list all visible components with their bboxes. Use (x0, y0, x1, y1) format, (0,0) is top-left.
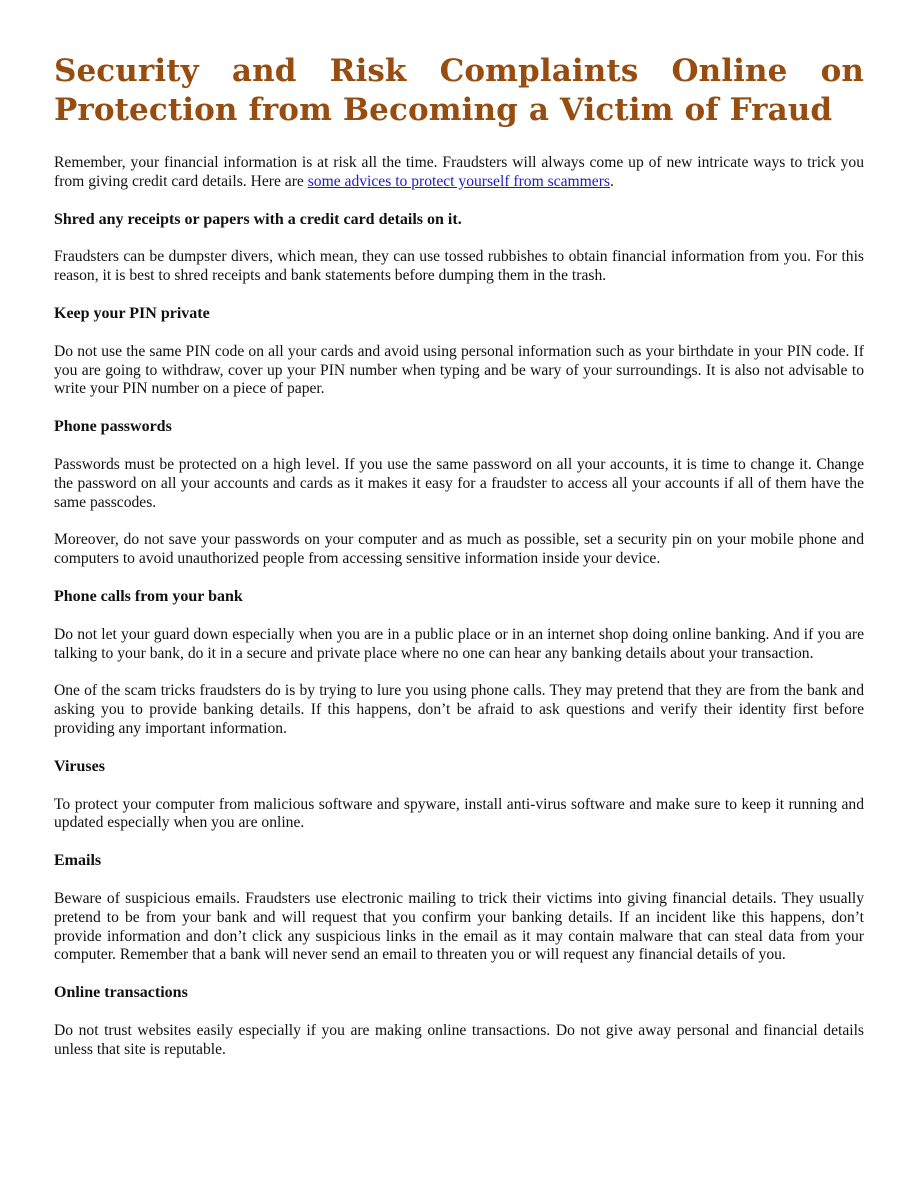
intro-text-end: . (609, 172, 614, 190)
section-shred-receipts (54, 211, 864, 286)
section-paragraph: Fraudsters can be dumpster divers, which mean, they can use tossed rubbishes to obtain financial information from you. For this reason, it is best to shred receipts and bank statements before dumping them in the trash. (54, 248, 864, 285)
section-paragraph: Do not use the same PIN code on all your cards and avoid using personal information such as your birthdate in your PIN code. If you are going to withdraw, cover up your PIN number when typing and be wary of your surroundings. It is also not advisable to write your PIN number on a piece of paper. (54, 342, 864, 398)
section-paragraph: Beware of suspicious emails. Fraudsters use electronic mailing to trick their victims into giving financial details. They usually pretend to be from your bank and will request that you confirm your banking details. If an incident like this happens, don’t provide information and don’t click any suspicious links in the email as it may contain malware that can steal data from your computer. Remember that a bank will never send an email to threaten you or will request any financial details of you. (54, 889, 864, 964)
title-line-2: Protection from Becoming a Victim of Fraud (54, 92, 833, 128)
section-heading: Keep your PIN private (54, 304, 210, 322)
section-phone-passwords (54, 418, 864, 569)
section-paragraph: Passwords must be protected on a high level. If you use the same password on all your accounts, it is time to change it. Change the password on all your accounts and cards as it makes it easy for a fraudster to access all your accounts if all of them have the same passcodes. (54, 455, 864, 511)
section-paragraph: To protect your computer from malicious software and spyware, install anti-virus software and make sure to keep it running and updated especially when you are online. (54, 795, 864, 832)
section-pin-private (54, 305, 864, 399)
section-online-transactions (54, 984, 864, 1059)
intro-text: Remember, your financial information is at risk all the time. Fraudsters will always come up of new intricate ways to trick you from giving credit card details. Here are (54, 154, 864, 190)
page-title (54, 52, 864, 130)
section-viruses (54, 758, 864, 833)
section-heading: Phone calls from your bank (54, 587, 243, 605)
intro-paragraph (54, 154, 864, 192)
section-emails (54, 852, 864, 965)
section-heading: Online transactions (54, 984, 188, 1002)
title-line-1: Security and Risk Complaints Online on (54, 53, 864, 89)
section-heading: Shred any receipts or papers with a credit card details on it. (54, 210, 462, 228)
section-paragraph: Do not trust websites easily especially if you are making online transactions. Do not give away personal and financial details unless that site is reputable. (54, 1021, 864, 1058)
document-page (54, 52, 864, 1079)
section-heading: Phone passwords (54, 418, 172, 436)
section-phone-calls (54, 588, 864, 739)
section-heading: Emails (54, 852, 102, 870)
section-heading: Viruses (54, 757, 105, 775)
section-paragraph: Moreover, do not save your passwords on your computer and as much as possible, set a security pin on your mobile phone and computers to avoid unauthorized people from accessing sensitive information inside your device. (54, 531, 864, 568)
advice-link[interactable]: some advices to protect yourself from scammers (307, 172, 610, 190)
section-paragraph: One of the scam tricks fraudsters do is by trying to lure you using phone calls. They may pretend that they are from the bank and asking you to provide banking details. If this happens, don’t be afraid to ask questions and verify their identity first before providing any important information. (54, 682, 864, 737)
section-paragraph: Do not let your guard down especially when you are in a public place or in an internet shop doing online banking. And if you are talking to your bank, do it in a secure and private place where no one can hear any banking details about your transaction. (54, 625, 864, 662)
